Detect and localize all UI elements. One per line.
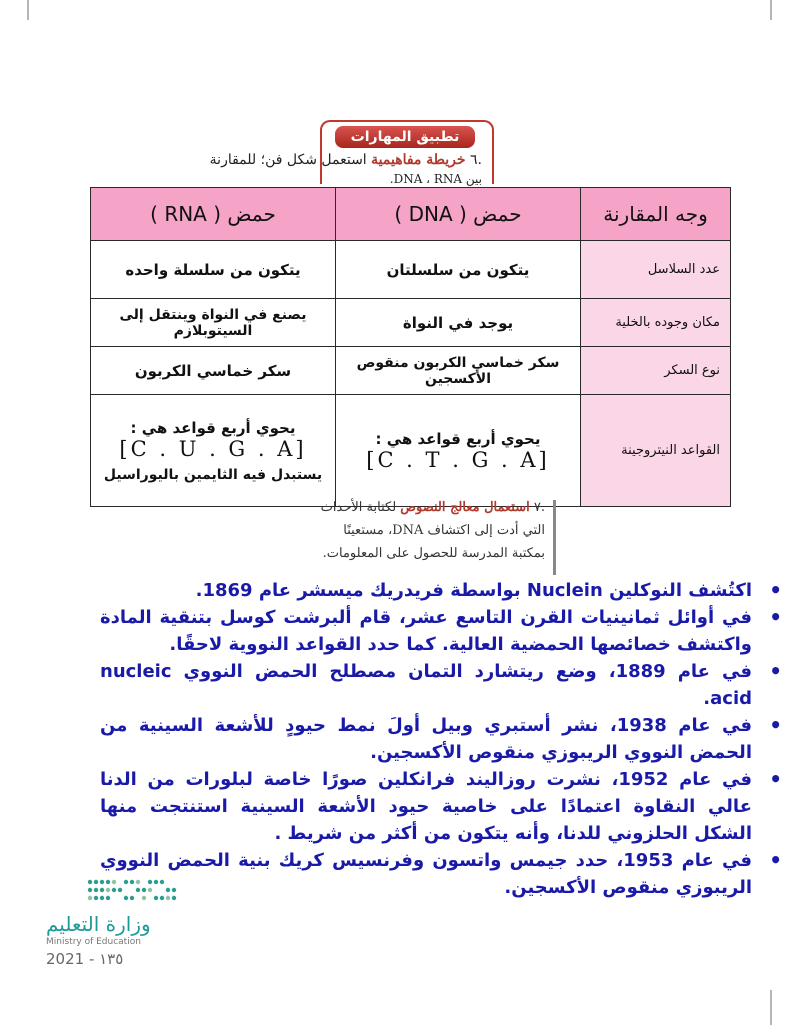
ministry-name-english: Ministry of Education [46, 937, 141, 947]
table-row [91, 395, 731, 507]
list-item: • في عام 1952، نشرت روزاليند فرانكلين صورًا خاصة لبلورات من الدنا عالي النقاوة اعتمادًا على خاصية حيود الأشعة السينية استنتجت منها الشكل الحلزوني للدنا، وأنه يتكون من أكثر من شريط . [100, 766, 790, 847]
rna-bases-cell [91, 395, 336, 507]
list-item: • في عام 1953، حدد جيمس واتسون وفرنسيس كريك بنية الحمض النووي الريبوزي منقوص الأكسجين. [100, 847, 790, 901]
dna-bases-code: [C . T . G . A] [366, 447, 550, 472]
page-number: 2021 - ١٣٥ [46, 950, 124, 968]
skills-tab-title: تطبيق المهارات [335, 126, 475, 148]
dna-bases-label: يحوي أربع قواعد هي : [375, 429, 541, 448]
page-frame-bottom-right [770, 990, 772, 1025]
question-7-line3: بمكتبة المدرسة للحصول على المعلومات. [322, 546, 545, 561]
ministry-logo-icon [70, 874, 190, 914]
question-6-keyword: خريطة مفاهيمية [371, 152, 466, 168]
list-item: • في عام 1889، وضع ريتشارد التمان مصطلح الحمض النووي nucleic acid. [100, 658, 790, 712]
header-dna: حمض ( DNA ) [336, 188, 581, 241]
comparison-table [90, 187, 731, 507]
dna-bases-cell [336, 395, 581, 507]
feature-cell: مكان وجوده بالخلية [581, 299, 731, 347]
list-item: • في عام 1938، نشر أستبري وبيل أولَ نمط حيودٍ للأشعة السينية من الحمض النووي الريبوزي منقوص الأكسجين. [100, 712, 790, 766]
header-comparison-aspect: وجه المقارنة [581, 188, 731, 241]
dna-cell: سكر خماسي الكربون منقوص الأكسجين [336, 347, 581, 395]
rna-cell: يصنع في النواة وينتقل إلى السيتوبلازم [91, 299, 336, 347]
question-7-keyword: استعمال معالج النصوص [400, 500, 530, 515]
question-7 [285, 500, 545, 515]
question-6-number: .٦ [470, 152, 482, 168]
dna-history-list [100, 577, 790, 901]
list-item: • في أوائل ثمانينيات القرن التاسع عشر، قام ألبرشت كوسل بتنقية المادة واكتشف خصائصها الحمضية العالية. كما حدد القواعد النووية لاحقًا. [100, 604, 790, 658]
table-row [91, 347, 731, 395]
rna-bases-label: يحوي أربع قواعد هي : [130, 418, 296, 437]
question-6 [182, 152, 482, 168]
ministry-name-arabic: وزارة التعليم [46, 912, 151, 936]
header-rna: حمض ( RNA ) [91, 188, 336, 241]
rna-cell: يتكون من سلسلة واحده [91, 241, 336, 299]
table-row [91, 241, 731, 299]
question-6-line2: بين DNA ، RNA. [389, 172, 482, 186]
page-frame-left [27, 0, 29, 20]
feature-cell: نوع السكر [581, 347, 731, 395]
question-6-text: استعمل شكل فن؛ للمقارنة [209, 152, 367, 168]
question-7-text: لكتابة الأحداث [320, 500, 397, 515]
page-frame-right [770, 0, 772, 20]
rna-cell: سكر خماسي الكربون [91, 347, 336, 395]
table-row [91, 299, 731, 347]
list-item: • اكتُشف النوكلين Nuclein بواسطة فريدريك ميسشر عام 1869. [100, 577, 790, 604]
dna-cell: يوجد في النواة [336, 299, 581, 347]
dna-cell: يتكون من سلسلتان [336, 241, 581, 299]
feature-cell: عدد السلاسل [581, 241, 731, 299]
question-7-bar [553, 500, 556, 575]
question-7-line2: التي أدت إلى اكتشاف DNA، مستعينًا [343, 523, 545, 538]
table-header-row [91, 188, 731, 241]
question-7-number: .٧ [533, 500, 545, 515]
rna-bases-note: يستبدل فيه الثايمين باليوراسيل [103, 466, 323, 483]
feature-cell: القواعد النيتروجينة [581, 395, 731, 507]
rna-bases-code: [C . U . G . A] [119, 436, 307, 461]
